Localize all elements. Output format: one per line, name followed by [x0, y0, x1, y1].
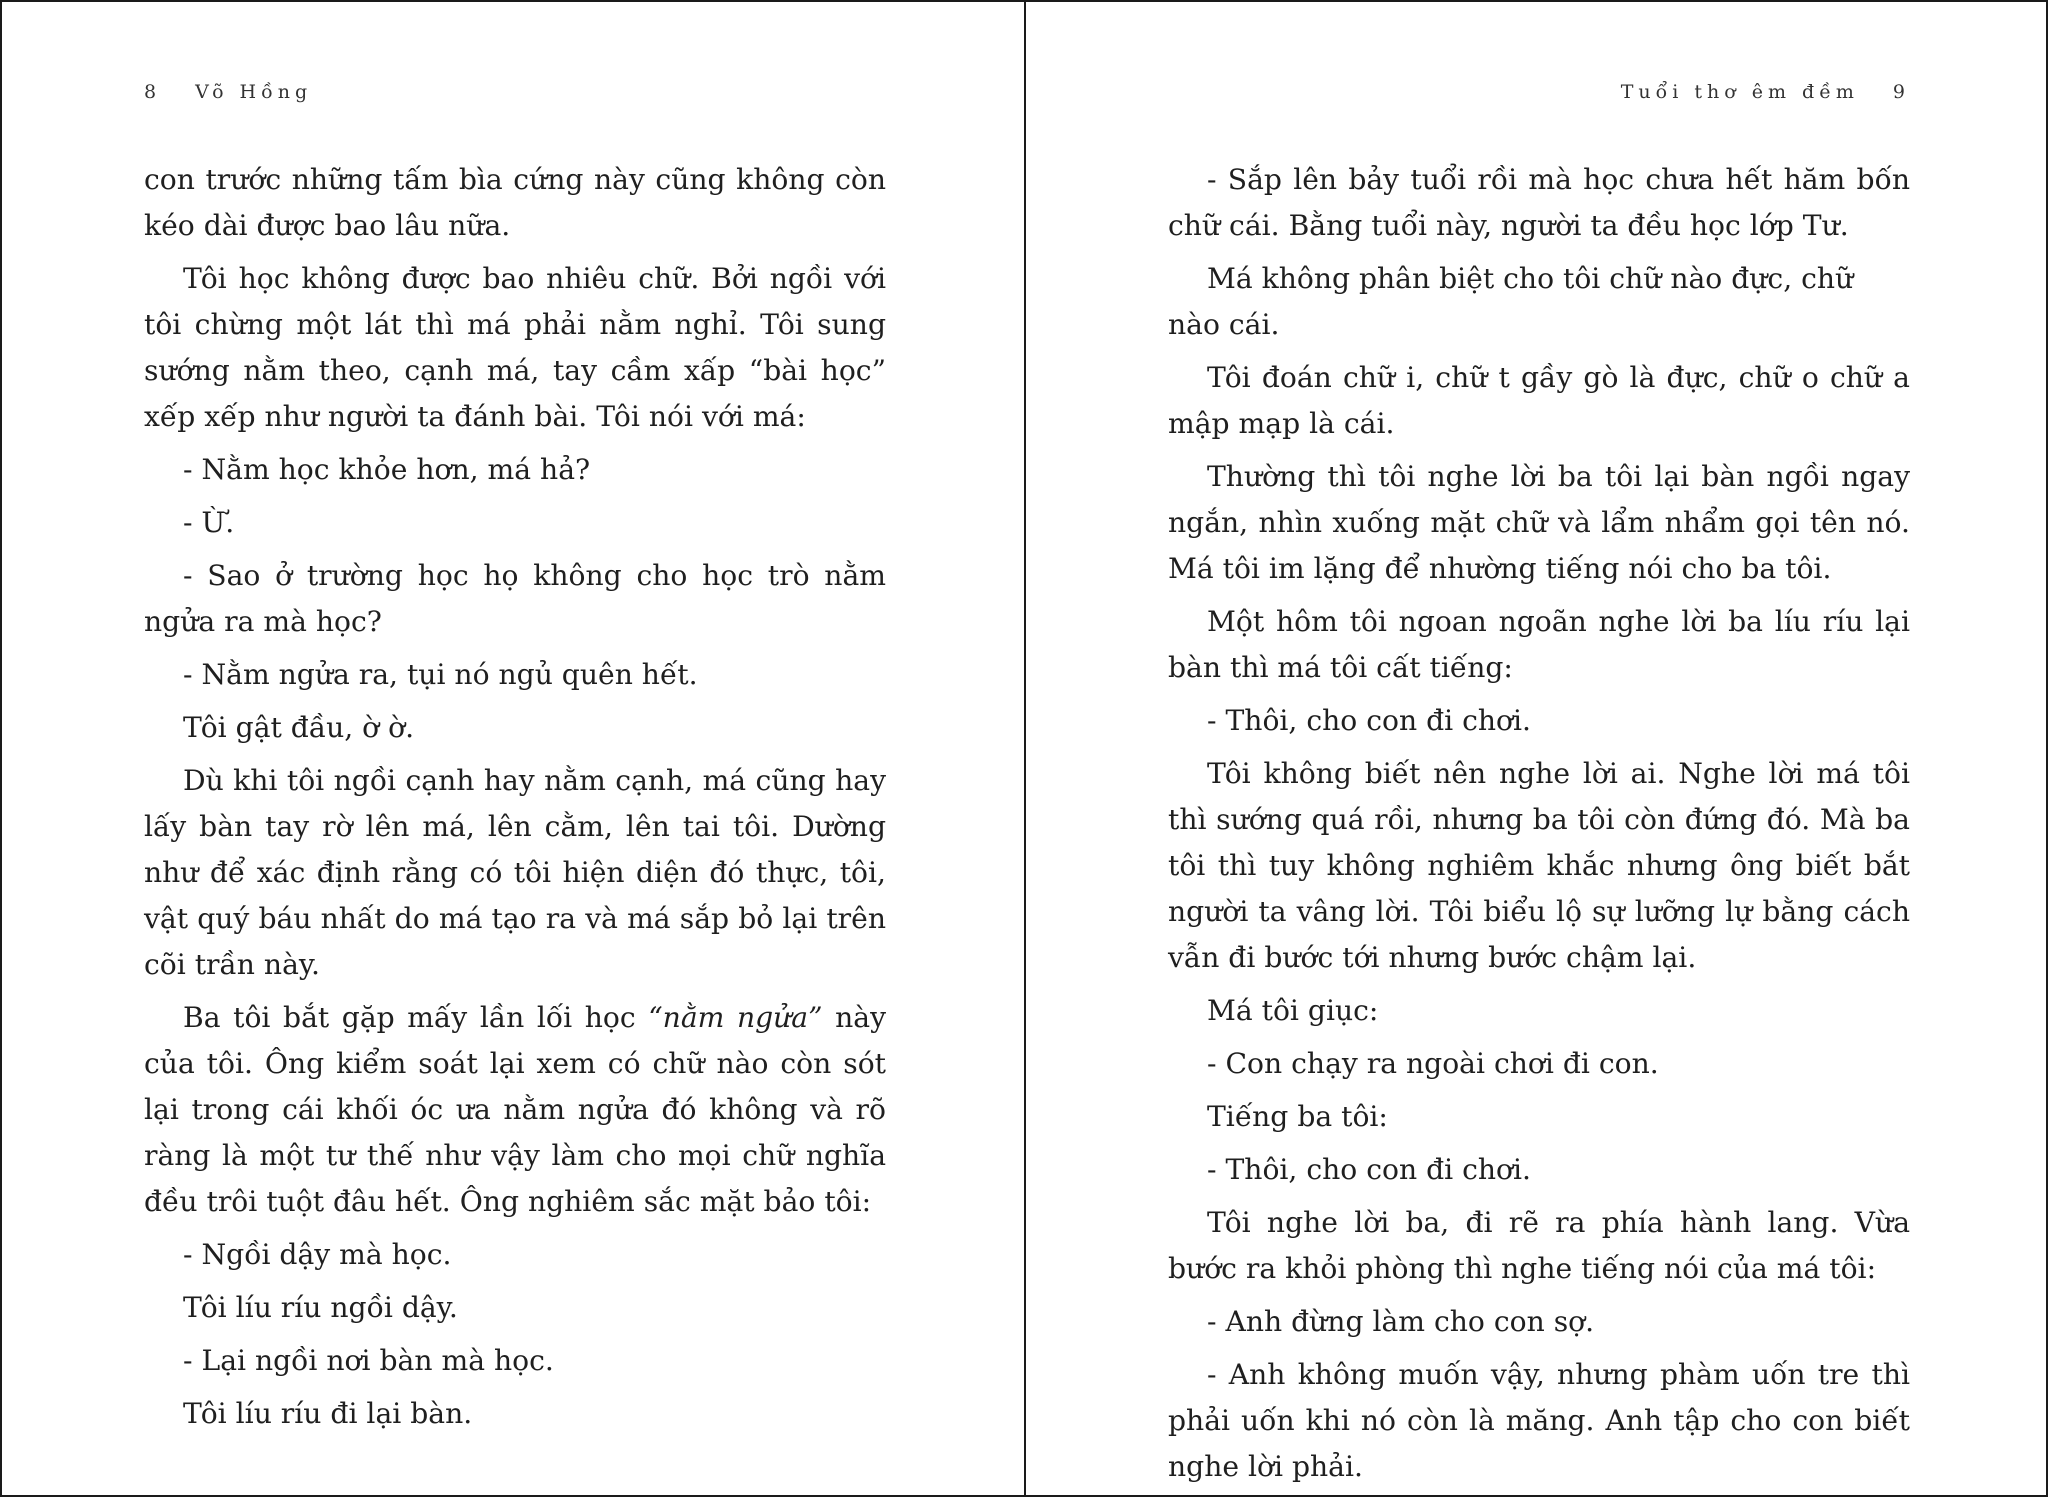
paragraph: - Con chạy ra ngoài chơi đi con.	[1207, 1047, 1659, 1080]
right-running-header	[1168, 81, 1910, 103]
paragraph: - Sắp lên bảy tuổi rồi mà học chưa hết hăm bốn chữ cái. Bằng tuổi này, người ta đều học lớp Tư.	[1168, 163, 1910, 242]
paragraph: Tôi nghe lời ba, đi rẽ ra phía hành lang. Vừa bước ra khỏi phòng thì nghe tiếng nói của má tôi:	[1168, 1206, 1910, 1285]
paragraph: Tôi học không được bao nhiêu chữ. Bởi ngồi với tôi chừng một lát thì má phải nằm nghỉ. Tôi sung sướng nằm theo, cạnh má, tay cầm xấp “bài học” xếp xếp như người ta đánh bài. Tôi nói với má:	[144, 262, 886, 433]
paragraph: Má tôi giục:	[1207, 994, 1379, 1027]
paragraph: Má không phân biệt cho tôi chữ nào đực, chữ nào cái.	[1168, 262, 1854, 341]
gutter-line	[1024, 2, 1026, 1495]
paragraph: - Sao ở trường học họ không cho học trò nằm ngửa ra mà học?	[144, 559, 886, 638]
italic-phrase: “nằm ngửa”	[648, 1001, 823, 1034]
left-page-text	[144, 157, 886, 1444]
paragraph: con trước những tấm bìa cứng này cũng không còn kéo dài được bao lâu nữa.	[144, 163, 886, 242]
paragraph: - Anh đừng làm cho con sợ.	[1207, 1305, 1595, 1338]
author-header: Võ Hồng	[195, 81, 313, 103]
paragraph: Tôi gật đầu, ờ ờ.	[183, 711, 415, 744]
paragraph: Thường thì tôi nghe lời ba tôi lại bàn ngồi ngay ngắn, nhìn xuống mặt chữ và lẩm nhẩm gọi tên nó. Má tôi im lặng để nhường tiếng nói cho ba tôi.	[1168, 460, 1910, 585]
left-running-header	[144, 81, 886, 103]
page-number-right: 9	[1892, 81, 1910, 103]
paragraph: - Anh không muốn vậy, nhưng phàm uốn tre thì phải uốn khi nó còn là măng. Anh tập cho con biết nghe lời phải.	[1168, 1358, 1910, 1483]
book-title-header: Tuổi thơ êm đềm	[1620, 81, 1859, 103]
paragraph: - Thôi, cho con đi chơi.	[1207, 704, 1531, 737]
paragraph: Tôi không biết nên nghe lời ai. Nghe lời má tôi thì sướng quá rồi, nhưng ba tôi còn đứng đó. Mà ba tôi thì tuy không nghiêm khắc nhưng ông biết bắt người ta vâng lời. Tôi biểu lộ sự lưỡng lự bằng cách vẫn đi bước tới nhưng bước chậm lại.	[1168, 757, 1910, 974]
paragraph: - Ngồi dậy mà học.	[183, 1238, 452, 1271]
text-run: Ba tôi bắt gặp mấy lần lối học	[183, 1001, 649, 1034]
paragraph: - Nằm ngửa ra, tụi nó ngủ quên hết.	[183, 658, 698, 691]
paragraph: Tôi líu ríu đi lại bàn.	[183, 1397, 473, 1430]
paragraph: - Ừ.	[183, 506, 235, 539]
text-run: này của tôi. Ông kiểm soát lại xem có chữ nào còn sót lại trong cái khối óc ưa nằm ngửa đó không và rõ ràng là một tư thế như vậy làm cho mọi chữ nghĩa đều trôi tuột đâu hết. Ông nghiêm sắc mặt bảo tôi:	[144, 1001, 886, 1218]
paragraph: Tiếng ba tôi:	[1207, 1100, 1388, 1133]
paragraph: - Nằm học khỏe hơn, má hả?	[183, 453, 591, 486]
paragraph: Tôi đoán chữ i, chữ t gầy gò là đực, chữ o chữ a mập mạp là cái.	[1168, 361, 1910, 440]
left-page	[144, 2, 886, 1495]
paragraph	[144, 995, 886, 1225]
paragraph: - Thôi, cho con đi chơi.	[1207, 1153, 1531, 1186]
paragraph: Dù khi tôi ngồi cạnh hay nằm cạnh, má cũng hay lấy bàn tay rờ lên má, lên cằm, lên tai tôi. Dường như để xác định rằng có tôi hiện diện đó thực, tôi, vật quý báu nhất do má tạo ra và má sắp bỏ lại trên cõi trần này.	[144, 764, 886, 981]
paragraph: Tôi líu ríu ngồi dậy.	[183, 1291, 458, 1324]
paragraph: - Lại ngồi nơi bàn mà học.	[183, 1344, 554, 1377]
right-page-text	[1168, 157, 1910, 1497]
page-number-left: 8	[144, 81, 162, 103]
right-page	[1168, 2, 1910, 1495]
paragraph: Một hôm tôi ngoan ngoãn nghe lời ba líu ríu lại bàn thì má tôi cất tiếng:	[1168, 605, 1910, 684]
